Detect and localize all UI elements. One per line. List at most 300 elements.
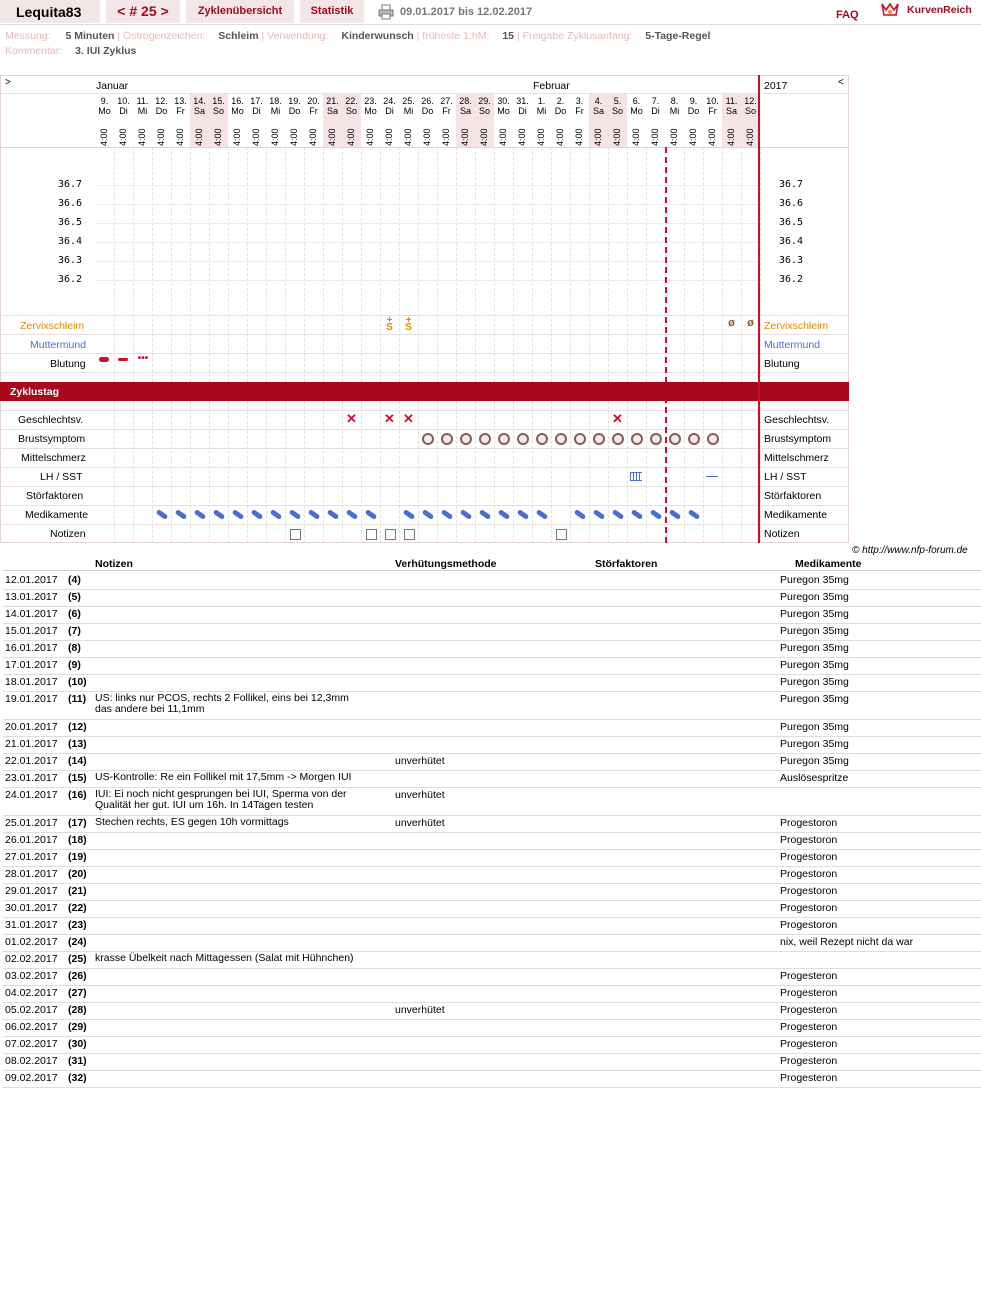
- weekday: Sa: [592, 106, 604, 116]
- brand-name[interactable]: KurvenReich: [907, 4, 972, 16]
- grid-column: [475, 147, 476, 382]
- breast-symptom-icon: [422, 433, 434, 445]
- intercourse-x-icon: ✕: [612, 411, 623, 426]
- table-header-divider: [3, 570, 981, 571]
- day-number: 19.: [288, 96, 301, 106]
- measure-time: 4:00: [308, 128, 318, 146]
- grid-column: [589, 401, 590, 543]
- medikament-cell: Progestoron: [780, 834, 838, 846]
- weekday: Do: [421, 106, 434, 116]
- weekday: Fr: [176, 106, 185, 116]
- day-number: 23.: [364, 96, 377, 106]
- table-row: [3, 691, 981, 720]
- note-icon: [556, 529, 567, 540]
- temp-gridline: [95, 261, 758, 262]
- intercourse-x-icon: ✕: [384, 411, 395, 426]
- grid-column: [741, 147, 742, 382]
- medikament-cell: Puregon 35mg: [780, 693, 849, 705]
- medication-pill-icon: [460, 509, 473, 520]
- copyright[interactable]: © http://www.nfp-forum.de: [852, 545, 968, 556]
- day-number: 2.: [556, 96, 565, 106]
- medication-pill-icon: [213, 509, 226, 520]
- weekday: Mo: [98, 106, 111, 116]
- medikament-cell: Progesteron: [780, 1055, 838, 1067]
- grid-column: [399, 147, 400, 382]
- weekday: Mo: [630, 106, 643, 116]
- table-row: [3, 719, 981, 737]
- measure-time: 4:00: [346, 128, 356, 146]
- grid-column: [304, 401, 305, 543]
- measure-time: 4:00: [175, 128, 185, 146]
- temp-tick-right: 36.7: [779, 179, 804, 190]
- date-cell: 27.01.2017: [5, 851, 58, 863]
- weekday: Sa: [193, 106, 205, 116]
- faq-link[interactable]: FAQ: [836, 9, 859, 21]
- breast-symptom-icon: [593, 433, 605, 445]
- nav-prev[interactable]: >: [5, 77, 11, 88]
- table-row: [3, 866, 981, 884]
- table-row: [3, 736, 981, 754]
- grid-column: [456, 147, 457, 382]
- weekday: Mo: [497, 106, 510, 116]
- grid-column: [475, 401, 476, 543]
- row-label-mittel-right: Mittelschmerz: [764, 452, 829, 464]
- date-cell: 08.02.2017: [5, 1055, 58, 1067]
- medikament-cell: Progestoron: [780, 919, 838, 931]
- date-cell: 24.01.2017: [5, 789, 58, 801]
- grid-column: [304, 147, 305, 382]
- row-label-muttermund: Muttermund: [30, 339, 87, 351]
- grid-column: [494, 401, 495, 543]
- year-label: 2017: [764, 80, 788, 92]
- day-number: 14.: [193, 96, 206, 106]
- grid-column: [152, 401, 153, 543]
- grid-column: [722, 147, 723, 382]
- date-cell: 26.01.2017: [5, 834, 58, 846]
- spotting-icon: •••: [137, 353, 149, 364]
- grid-column: [285, 401, 286, 543]
- date-cell: 14.01.2017: [5, 608, 58, 620]
- note-cell: krasse Übelkeit nach Mittagessen (Salat mit Hühnchen): [95, 952, 354, 964]
- medication-pill-icon: [612, 509, 625, 520]
- oestrogen-value: Schleim: [218, 30, 259, 42]
- medication-pill-icon: [593, 509, 606, 520]
- weekday: Fr: [442, 106, 451, 116]
- zervix-s-plus-icon: + S: [386, 315, 393, 333]
- col-header-stoer: Störfaktoren: [595, 558, 658, 570]
- temp-tick-right: 36.2: [779, 274, 804, 285]
- grid-column: [361, 401, 362, 543]
- grid-column: [209, 147, 210, 382]
- note-icon: [404, 529, 415, 540]
- table-row: [3, 589, 981, 607]
- medication-pill-icon: [650, 509, 663, 520]
- day-number: 16.: [231, 96, 244, 106]
- weekday: Mi: [137, 106, 148, 116]
- row-separator: [0, 486, 849, 487]
- row-separator: [0, 448, 849, 449]
- row-separator: [0, 505, 849, 506]
- table-row: [3, 917, 981, 935]
- cycle-day-cell: (15): [68, 772, 87, 784]
- grid-column: [323, 401, 324, 543]
- zyklustag-bar: [0, 382, 849, 401]
- date-cell: 06.02.2017: [5, 1021, 58, 1033]
- medikament-cell: Puregon 35mg: [780, 642, 849, 654]
- day-number: 20.: [307, 96, 320, 106]
- tab-statistik[interactable]: Statistik: [300, 0, 364, 23]
- measure-time: 4:00: [593, 128, 603, 146]
- cycle-day-cell: (24): [68, 936, 87, 948]
- table-row: [3, 606, 981, 624]
- day-number: 29.: [478, 96, 491, 106]
- medication-pill-icon: [365, 509, 378, 520]
- bleeding-icon: [118, 358, 128, 361]
- date-cell: 13.01.2017: [5, 591, 58, 603]
- breast-symptom-icon: [650, 433, 662, 445]
- temp-tick-left: 36.7: [58, 179, 83, 190]
- weekday: So: [478, 106, 490, 116]
- grid-column: [171, 147, 172, 382]
- date-cell: 20.01.2017: [5, 721, 58, 733]
- row-separator: [0, 410, 849, 411]
- row-separator: [0, 334, 849, 335]
- row-separator: [0, 353, 849, 354]
- note-icon: [366, 529, 377, 540]
- measure-time: 4:00: [365, 128, 375, 146]
- date-cell: 23.01.2017: [5, 772, 58, 784]
- weekday: So: [345, 106, 357, 116]
- table-row: [3, 1019, 981, 1037]
- tab-zyklenuebersicht[interactable]: Zyklenübersicht: [186, 0, 294, 23]
- measure-time: 4:00: [251, 128, 261, 146]
- table-row: [3, 951, 981, 969]
- measure-time: 4:00: [118, 128, 128, 146]
- cycle-day-cell: (9): [68, 659, 81, 671]
- day-number: 8.: [670, 96, 679, 106]
- medikament-cell: Puregon 35mg: [780, 608, 849, 620]
- cycle-day-cell: (30): [68, 1038, 87, 1050]
- lh-test-icon: [630, 472, 642, 481]
- medikament-cell: Progestoron: [780, 902, 838, 914]
- zervix-s-plus-icon: + S: [405, 315, 412, 333]
- medikament-cell: Progestoron: [780, 817, 838, 829]
- date-cell: 19.01.2017: [5, 693, 58, 705]
- note-cell: US-Kontrolle: Re ein Follikel mit 17,5mm -> Morgen IUI: [95, 771, 352, 783]
- row-label-notizen: Notizen: [50, 528, 86, 540]
- grid-column: [646, 401, 647, 543]
- nav-next[interactable]: <: [838, 77, 844, 88]
- grid-column: [760, 147, 761, 382]
- cycle-day-cell: (28): [68, 1004, 87, 1016]
- grid-column: [513, 401, 514, 543]
- date-cell: 09.02.2017: [5, 1072, 58, 1084]
- row-label-blutung-right: Blutung: [764, 358, 800, 370]
- medication-pill-icon: [517, 509, 530, 520]
- freigabe-value: 5-Tage-Regel: [645, 30, 711, 42]
- day-number: 4.: [594, 96, 603, 106]
- cycle-day-cell: (14): [68, 755, 87, 767]
- cycle-day-cell: (4): [68, 574, 81, 586]
- measure-time: 4:00: [99, 128, 109, 146]
- weekday: Sa: [459, 106, 471, 116]
- grid-column: [380, 147, 381, 382]
- grid-column: [551, 401, 552, 543]
- medication-pill-icon: [289, 509, 302, 520]
- date-cell: 31.01.2017: [5, 919, 58, 931]
- grid-column: [114, 401, 115, 543]
- row-separator: [0, 315, 849, 316]
- measure-time: 4:00: [194, 128, 204, 146]
- cycle-day-cell: (20): [68, 868, 87, 880]
- grid-column: [646, 147, 647, 382]
- breast-symptom-icon: [536, 433, 548, 445]
- weekday: Di: [385, 106, 394, 116]
- medikament-cell: Puregon 35mg: [780, 755, 849, 767]
- row-label-lh-right: LH / SST: [764, 471, 807, 483]
- grid-column: [418, 401, 419, 543]
- table-row: [3, 623, 981, 641]
- kommentar-label: Kommentar:: [5, 45, 63, 57]
- grid-column: [266, 147, 267, 382]
- date-cell: 05.02.2017: [5, 1004, 58, 1016]
- date-cell: 25.01.2017: [5, 817, 58, 829]
- breast-symptom-icon: [460, 433, 472, 445]
- lh-test-icon: [706, 476, 718, 478]
- weekday: Di: [651, 106, 660, 116]
- medikament-cell: Puregon 35mg: [780, 738, 849, 750]
- row-label-blutung: Blutung: [50, 358, 86, 370]
- cycle-day-cell: (5): [68, 591, 81, 603]
- note-cell: Stechen rechts, ES gegen 10h vormittags: [95, 816, 289, 828]
- table-row: [3, 1002, 981, 1020]
- grid-column: [133, 401, 134, 543]
- note-cell: IUI: Ei noch nicht gesprungen bei IUI, Sperma von der Qualität her gut. IUI um 16h. In 14Tagen testen: [95, 788, 347, 811]
- day-number: 22.: [345, 96, 358, 106]
- measure-time: 4:00: [137, 128, 147, 146]
- grid-column: [285, 147, 286, 382]
- medication-pill-icon: [403, 509, 416, 520]
- temp-tick-right: 36.5: [779, 217, 804, 228]
- cycle-day-cell: (26): [68, 970, 87, 982]
- grid-column: [361, 147, 362, 382]
- date-cell: 18.01.2017: [5, 676, 58, 688]
- chart-layer: [0, 0, 981, 560]
- col-header-notizen: Notizen: [95, 558, 133, 570]
- breast-symptom-icon: [631, 433, 643, 445]
- breast-symptom-icon: [612, 433, 624, 445]
- grid-column: [247, 401, 248, 543]
- temp-gridline: [95, 223, 758, 224]
- header-line: [0, 147, 849, 148]
- temp-tick-left: 36.5: [58, 217, 83, 228]
- day-number: 10.: [706, 96, 719, 106]
- grid-column: [684, 147, 685, 382]
- grid-column: [266, 401, 267, 543]
- medikament-cell: Puregon 35mg: [780, 625, 849, 637]
- medication-pill-icon: [536, 509, 549, 520]
- medication-pill-icon: [251, 509, 264, 520]
- table-row: [3, 572, 981, 590]
- measure-time: 4:00: [707, 128, 717, 146]
- medikament-cell: Progesteron: [780, 1072, 838, 1084]
- table-row: [3, 815, 981, 833]
- temp-gridline: [95, 242, 758, 243]
- weekday: Fr: [575, 106, 584, 116]
- table-row: [3, 657, 981, 675]
- header-line: [0, 93, 849, 94]
- temp-gridline: [95, 204, 758, 205]
- grid-column: [627, 147, 628, 382]
- temp-tick-left: 36.6: [58, 198, 83, 209]
- measure-time: 4:00: [403, 128, 413, 146]
- day-number: 28.: [459, 96, 472, 106]
- day-number: 10.: [117, 96, 130, 106]
- day-number: 9.: [689, 96, 698, 106]
- temp-gridline: [95, 280, 758, 281]
- month-februar: Februar: [533, 80, 570, 92]
- cycle-day-cell: (16): [68, 789, 87, 801]
- day-number: 11.: [136, 96, 149, 106]
- day-number: 12.: [744, 96, 757, 106]
- grid-column: [722, 401, 723, 543]
- weekday: Do: [687, 106, 700, 116]
- medication-pill-icon: [232, 509, 245, 520]
- grid-column: [190, 401, 191, 543]
- grid-column: [456, 401, 457, 543]
- oestrogen-label: Östrogenzeichen:: [123, 30, 206, 42]
- row-label-zervix: Zervixschleim: [20, 320, 85, 332]
- temp-tick-left: 36.3: [58, 255, 83, 266]
- freigabe-label: Freigabe Zyklusanfang:: [522, 30, 633, 42]
- temp-gridline: [95, 185, 758, 186]
- row-label-stoer: Störfaktoren: [26, 490, 84, 502]
- breast-symptom-icon: [707, 433, 719, 445]
- temp-tick-left: 36.2: [58, 274, 83, 285]
- weekday: Do: [288, 106, 301, 116]
- grid-column: [133, 147, 134, 382]
- weekday: So: [611, 106, 623, 116]
- medikament-cell: nix, weil Rezept nicht da war: [780, 936, 914, 948]
- cycle-day-cell: (22): [68, 902, 87, 914]
- day-number: 1.: [537, 96, 546, 106]
- measure-time: 4:00: [232, 128, 242, 146]
- grid-column: [532, 147, 533, 382]
- cycle-day-cell: (6): [68, 608, 81, 620]
- row-label-lh: LH / SST: [40, 471, 83, 483]
- row-label-muttermund-right: Muttermund: [764, 339, 821, 351]
- table-row: [3, 753, 981, 771]
- cycle-day-cell: (10): [68, 676, 87, 688]
- day-number: 7.: [651, 96, 660, 106]
- row-separator: [0, 524, 849, 525]
- verwendung-label: Verwendung:: [267, 30, 329, 42]
- intercourse-x-icon: ✕: [403, 411, 414, 426]
- day-number: 30.: [497, 96, 510, 106]
- medikament-cell: Auslösespritze: [780, 772, 849, 784]
- row-label-brust-right: Brustsymptom: [764, 433, 832, 445]
- day-number: 11.: [725, 96, 738, 106]
- zervix-empty-icon: ø: [747, 317, 754, 329]
- grid-column: [760, 401, 761, 543]
- row-label-zyklustag: Zyklustag: [10, 386, 60, 398]
- grid-column: [247, 147, 248, 382]
- date-range: 09.01.2017 bis 12.02.2017: [400, 6, 533, 18]
- measure-time: 4:00: [498, 128, 508, 146]
- verhuetung-cell: unverhütet: [395, 755, 445, 767]
- messung-label: Messung:: [5, 30, 51, 42]
- table-row: [3, 1053, 981, 1071]
- note-cell: US: links nur PCOS, rechts 2 Follikel, eins bei 12,3mm das andere bei 11,1mm: [95, 692, 349, 715]
- medication-pill-icon: [346, 509, 359, 520]
- day-number: 5.: [613, 96, 622, 106]
- medikament-cell: Puregon 35mg: [780, 659, 849, 671]
- measure-time: 4:00: [422, 128, 432, 146]
- date-cell: 07.02.2017: [5, 1038, 58, 1050]
- medikament-cell: Progesteron: [780, 1021, 838, 1033]
- meta-line-1: Messung: 5 Minuten | Östrogenzeichen: Schleim | Verwendung: Kinderwunsch | früheste 1.hM: 15 | Freigabe Zyklusanfang: 5-Tage-Regel: [5, 30, 711, 42]
- day-number: 17.: [250, 96, 263, 106]
- cycle-nav[interactable]: < # 25 >: [106, 0, 180, 23]
- measure-time: 4:00: [479, 128, 489, 146]
- row-separator: [0, 372, 849, 373]
- medikament-cell: Progesteron: [780, 970, 838, 982]
- table-row: [3, 968, 981, 986]
- grid-column: [323, 147, 324, 382]
- weekday: Do: [155, 106, 168, 116]
- cycle-day-cell: (13): [68, 738, 87, 750]
- medikament-cell: Progesteron: [780, 987, 838, 999]
- grid-column: [741, 401, 742, 543]
- day-number: 13.: [174, 96, 187, 106]
- medikament-cell: Progestoron: [780, 868, 838, 880]
- weekday: Mo: [231, 106, 244, 116]
- measure-time: 4:00: [650, 128, 660, 146]
- cycle-day-cell: (19): [68, 851, 87, 863]
- cycle-day-cell: (23): [68, 919, 87, 931]
- grid-column: [551, 147, 552, 382]
- medikament-cell: Puregon 35mg: [780, 591, 849, 603]
- row-label-mittel: Mittelschmerz: [21, 452, 86, 464]
- temp-tick-left: 36.4: [58, 236, 83, 247]
- medication-pill-icon: [441, 509, 454, 520]
- weekday: Do: [554, 106, 567, 116]
- measure-time: 4:00: [745, 128, 755, 146]
- note-icon: [385, 529, 396, 540]
- cycle-day-cell: (7): [68, 625, 81, 637]
- row-label-stoer-right: Störfaktoren: [764, 490, 822, 502]
- grid-column: [209, 401, 210, 543]
- medication-pill-icon: [175, 509, 188, 520]
- table-row: [3, 832, 981, 850]
- day-number: 21.: [326, 96, 339, 106]
- medikament-cell: Progesteron: [780, 1038, 838, 1050]
- cycle-day-cell: (8): [68, 642, 81, 654]
- cycle-day-cell: (17): [68, 817, 87, 829]
- verhuetung-cell: unverhütet: [395, 817, 445, 829]
- grid-column: [171, 401, 172, 543]
- weekday: Mi: [669, 106, 680, 116]
- breast-symptom-icon: [574, 433, 586, 445]
- grid-column: [703, 401, 704, 543]
- cycle-day-cell: (11): [68, 693, 87, 705]
- medication-pill-icon: [194, 509, 207, 520]
- medication-pill-icon: [631, 509, 644, 520]
- day-number: 6.: [632, 96, 641, 106]
- day-number: 27.: [440, 96, 453, 106]
- cycle-day-cell: (21): [68, 885, 87, 897]
- col-header-medi: Medikamente: [795, 558, 862, 570]
